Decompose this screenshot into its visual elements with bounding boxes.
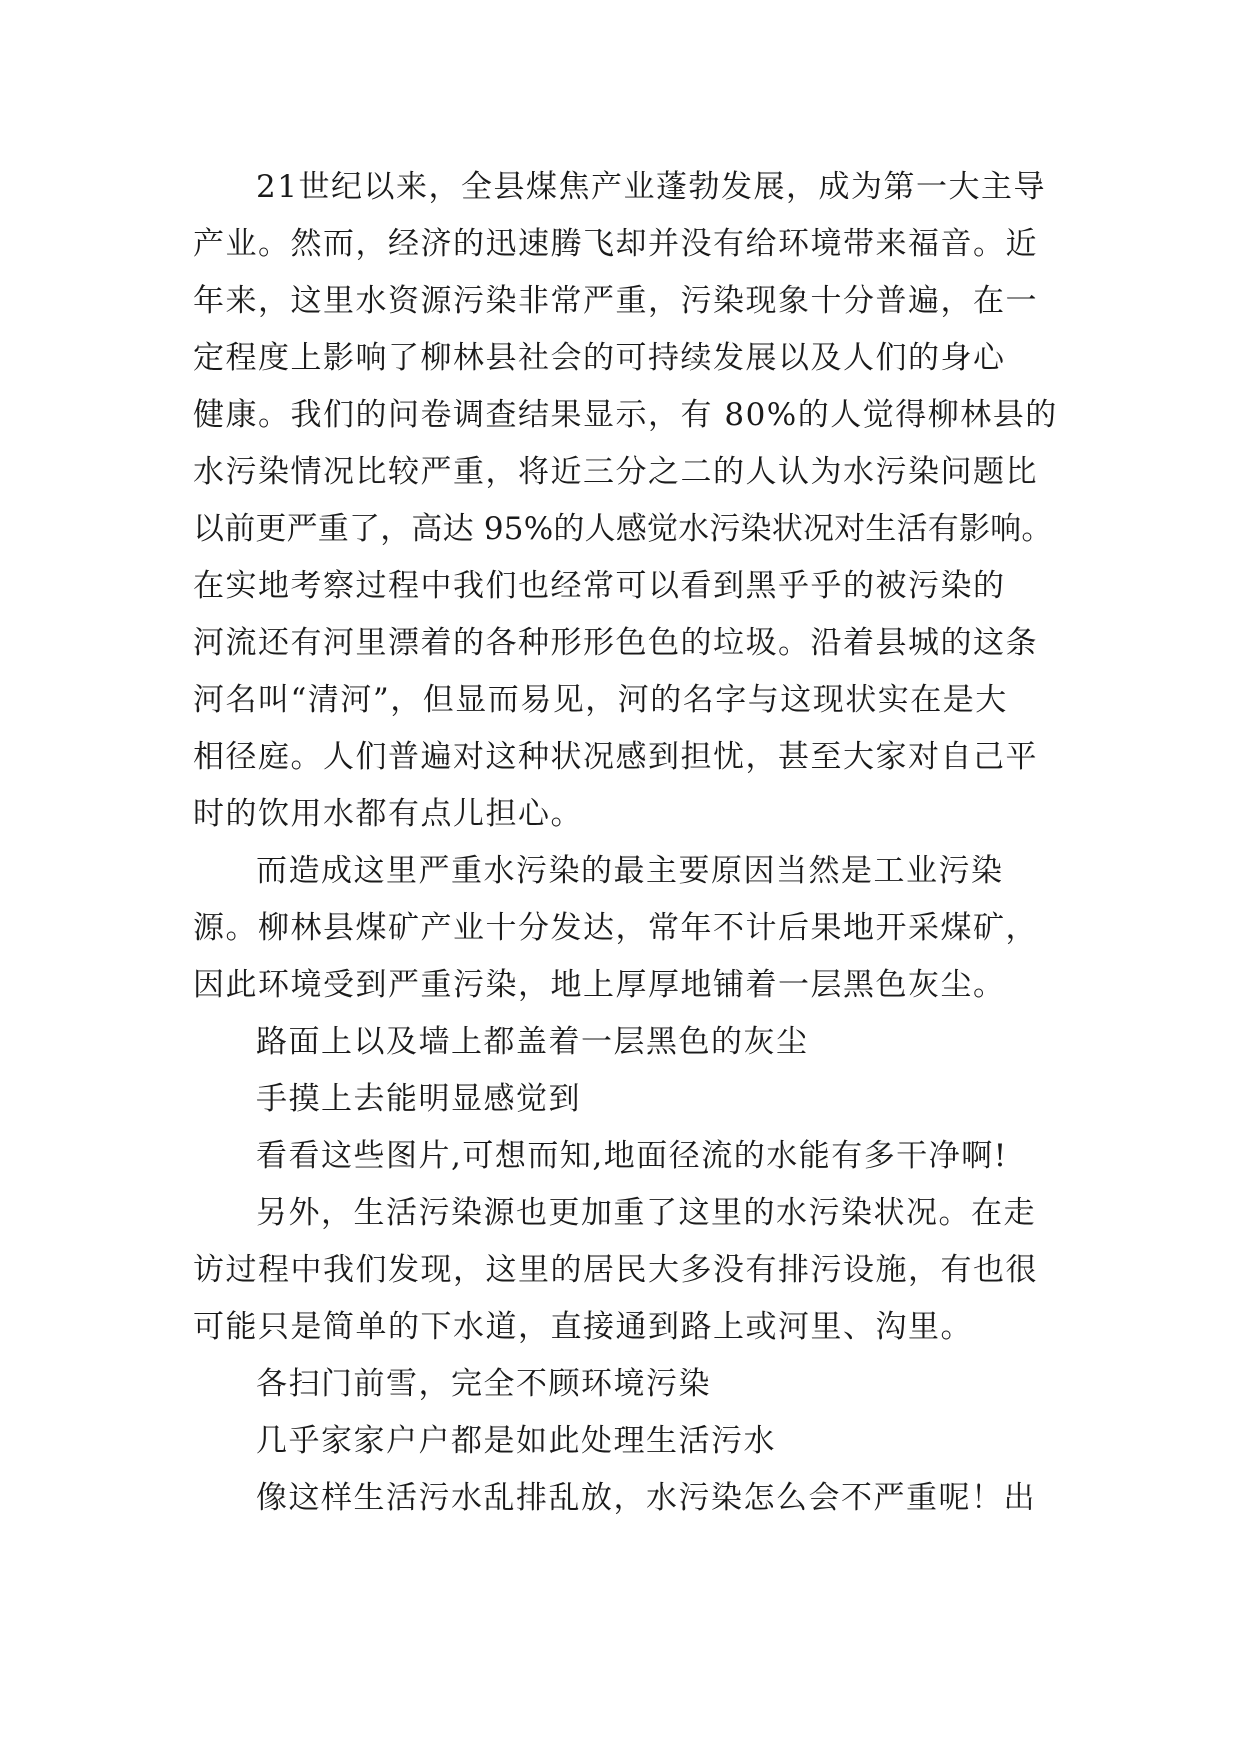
text-line: 21世纪以来，全县煤焦产业蓬勃发展，成为第一大主导 xyxy=(256,169,1046,205)
text-line: 产业。然而，经济的迅速腾飞却并没有给环境带来福音。近 xyxy=(193,226,1038,262)
text-line: 因此环境受到严重污染，地上厚厚地铺着一层黑色灰尘。 xyxy=(193,967,1006,1003)
text-line: 河流还有河里漂着的各种形形色色的垃圾。沿着县城的这条 xyxy=(193,625,1038,661)
text-line: 手摸上去能明显感觉到 xyxy=(256,1081,581,1117)
text-line: 以前更严重了，高达 95%的人感觉水污染状况对生活有影响。 xyxy=(193,511,1053,547)
text-line: 访过程中我们发现，这里的居民大多没有排污设施，有也很 xyxy=(193,1252,1038,1288)
text-line: 水污染情况比较严重，将近三分之二的人认为水污染问题比 xyxy=(193,454,1038,490)
text-line: 源。柳林县煤矿产业十分发达，常年不计后果地开采煤矿， xyxy=(193,910,1038,946)
text-line: 在实地考察过程中我们也经常可以看到黑乎乎的被污染的 xyxy=(193,568,1006,604)
text-line: 河名叫“清河”，但显而易见，河的名字与这现状实在是大 xyxy=(193,682,1008,718)
text-line: 而造成这里严重水污染的最主要原因当然是工业污染 xyxy=(256,853,1004,889)
text-line: 各扫门前雪，完全不顾环境污染 xyxy=(256,1366,711,1402)
text-line: 定程度上影响了柳林县社会的可持续发展以及人们的身心 xyxy=(193,340,1006,376)
text-line: 另外，生活污染源也更加重了这里的水污染状况。在走 xyxy=(256,1195,1036,1231)
text-line: 相径庭。人们普遍对这种状况感到担忧，甚至大家对自己平 xyxy=(193,739,1038,775)
text-line: 路面上以及墙上都盖着一层黑色的灰尘 xyxy=(256,1024,809,1060)
text-line: 健康。我们的问卷调查结果显示，有 80%的人觉得柳林县的 xyxy=(193,397,1058,433)
text-line: 像这样生活污水乱排乱放，水污染怎么会不严重呢！出 xyxy=(256,1480,1036,1516)
text-line: 看看这些图片,可想而知,地面径流的水能有多干净啊! xyxy=(256,1138,1008,1174)
text-line: 年来，这里水资源污染非常严重，污染现象十分普遍，在一 xyxy=(193,283,1038,319)
text-line: 几乎家家户户都是如此处理生活污水 xyxy=(256,1423,776,1459)
text-line: 时的饮用水都有点儿担心。 xyxy=(193,796,583,832)
document-body xyxy=(193,159,1073,1527)
text-line: 可能只是简单的下水道，直接通到路上或河里、沟里。 xyxy=(193,1309,973,1345)
